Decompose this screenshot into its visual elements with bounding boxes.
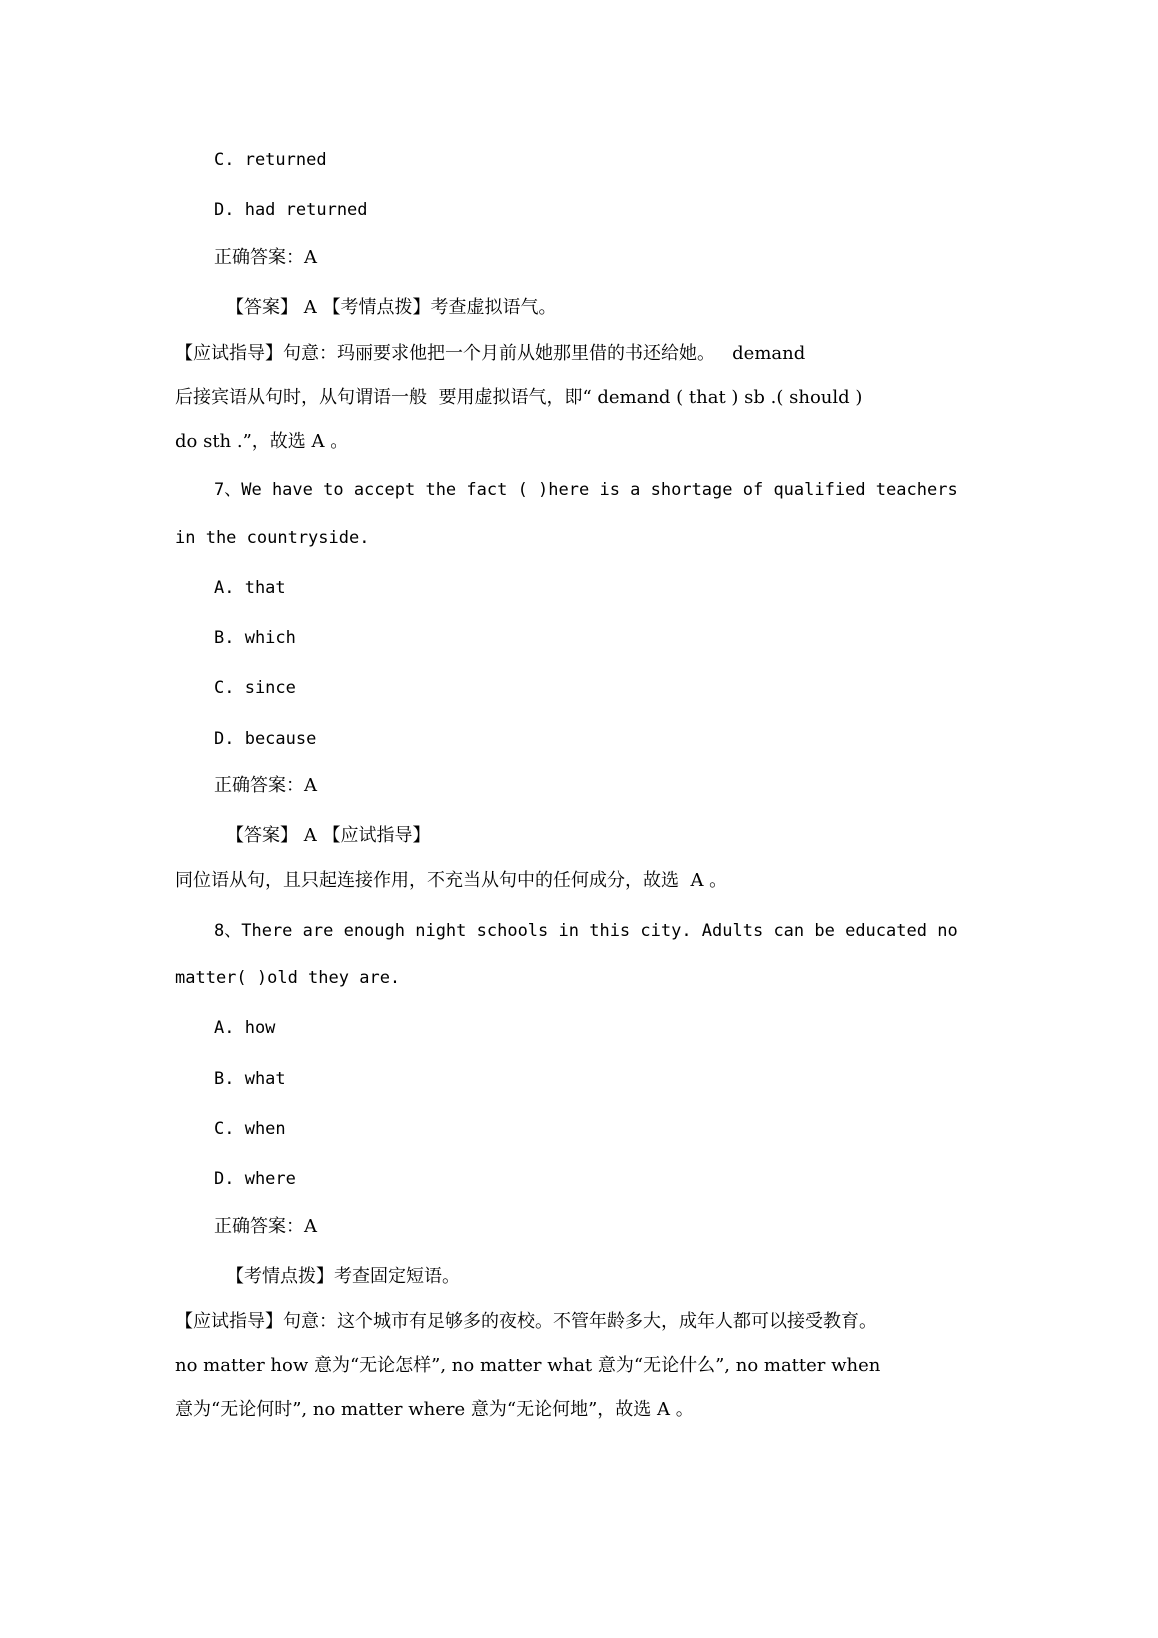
q8-option-a: A. how xyxy=(214,1018,276,1038)
q8-guide-line-2: no matter how 意为“无论怎样”, no matter what 意为“无论什么”, no matter when xyxy=(175,1355,881,1376)
q6-guide-line-2: 后接宾语从句时，从句谓语一般 要用虚拟语气，即“ demand ( that ) sb .( should ) xyxy=(175,387,863,408)
q7-question-line-2: in the countryside. xyxy=(175,528,370,548)
q8-option-c: C. when xyxy=(214,1119,286,1139)
q8-option-d: D. where xyxy=(214,1169,296,1189)
q8-question-line-1: 8、There are enough night schools in this city. Adults can be educated no xyxy=(214,921,958,941)
q7-correct-answer: 正确答案：A xyxy=(214,775,317,796)
q7-explanation: 同位语从句，且只起连接作用，不充当从句中的任何成分，故选 A 。 xyxy=(175,870,728,891)
q7-option-b: B. which xyxy=(214,628,296,648)
q6-correct-answer: 正确答案：A xyxy=(214,247,317,268)
q8-question-line-2: matter( )old they are. xyxy=(175,968,401,988)
q7-question-line-1: 7、We have to accept the fact ( )here is a shortage of qualified teachers xyxy=(214,480,958,500)
q6-answer-line: 【答案】 A 【考情点拨】考查虚拟语气。 xyxy=(226,297,557,318)
q8-option-b: B. what xyxy=(214,1069,286,1089)
q7-answer-line: 【答案】 A 【应试指导】 xyxy=(226,825,431,846)
q7-option-d: D. because xyxy=(214,729,317,749)
q8-guide-line-3: 意为“无论何时”, no matter where 意为“无论何地”，故选 A 。 xyxy=(175,1399,694,1420)
q7-option-c: C. since xyxy=(214,678,296,698)
q6-option-d: D. had returned xyxy=(214,200,368,220)
q6-option-c: C. returned xyxy=(214,150,327,170)
q6-guide-line-3: do sth .”，故选 A 。 xyxy=(175,431,349,452)
q8-correct-answer: 正确答案：A xyxy=(214,1216,317,1237)
q8-answer-line: 【考情点拨】考查固定短语。 xyxy=(226,1266,460,1287)
q6-guide-line-1: 【应试指导】句意：玛丽要求他把一个月前从她那里借的书还给她。 demand xyxy=(175,343,806,364)
q8-guide-line-1: 【应试指导】句意：这个城市有足够多的夜校。不管年龄多大，成年人都可以接受教育。 xyxy=(175,1311,877,1332)
q7-option-a: A. that xyxy=(214,578,286,598)
